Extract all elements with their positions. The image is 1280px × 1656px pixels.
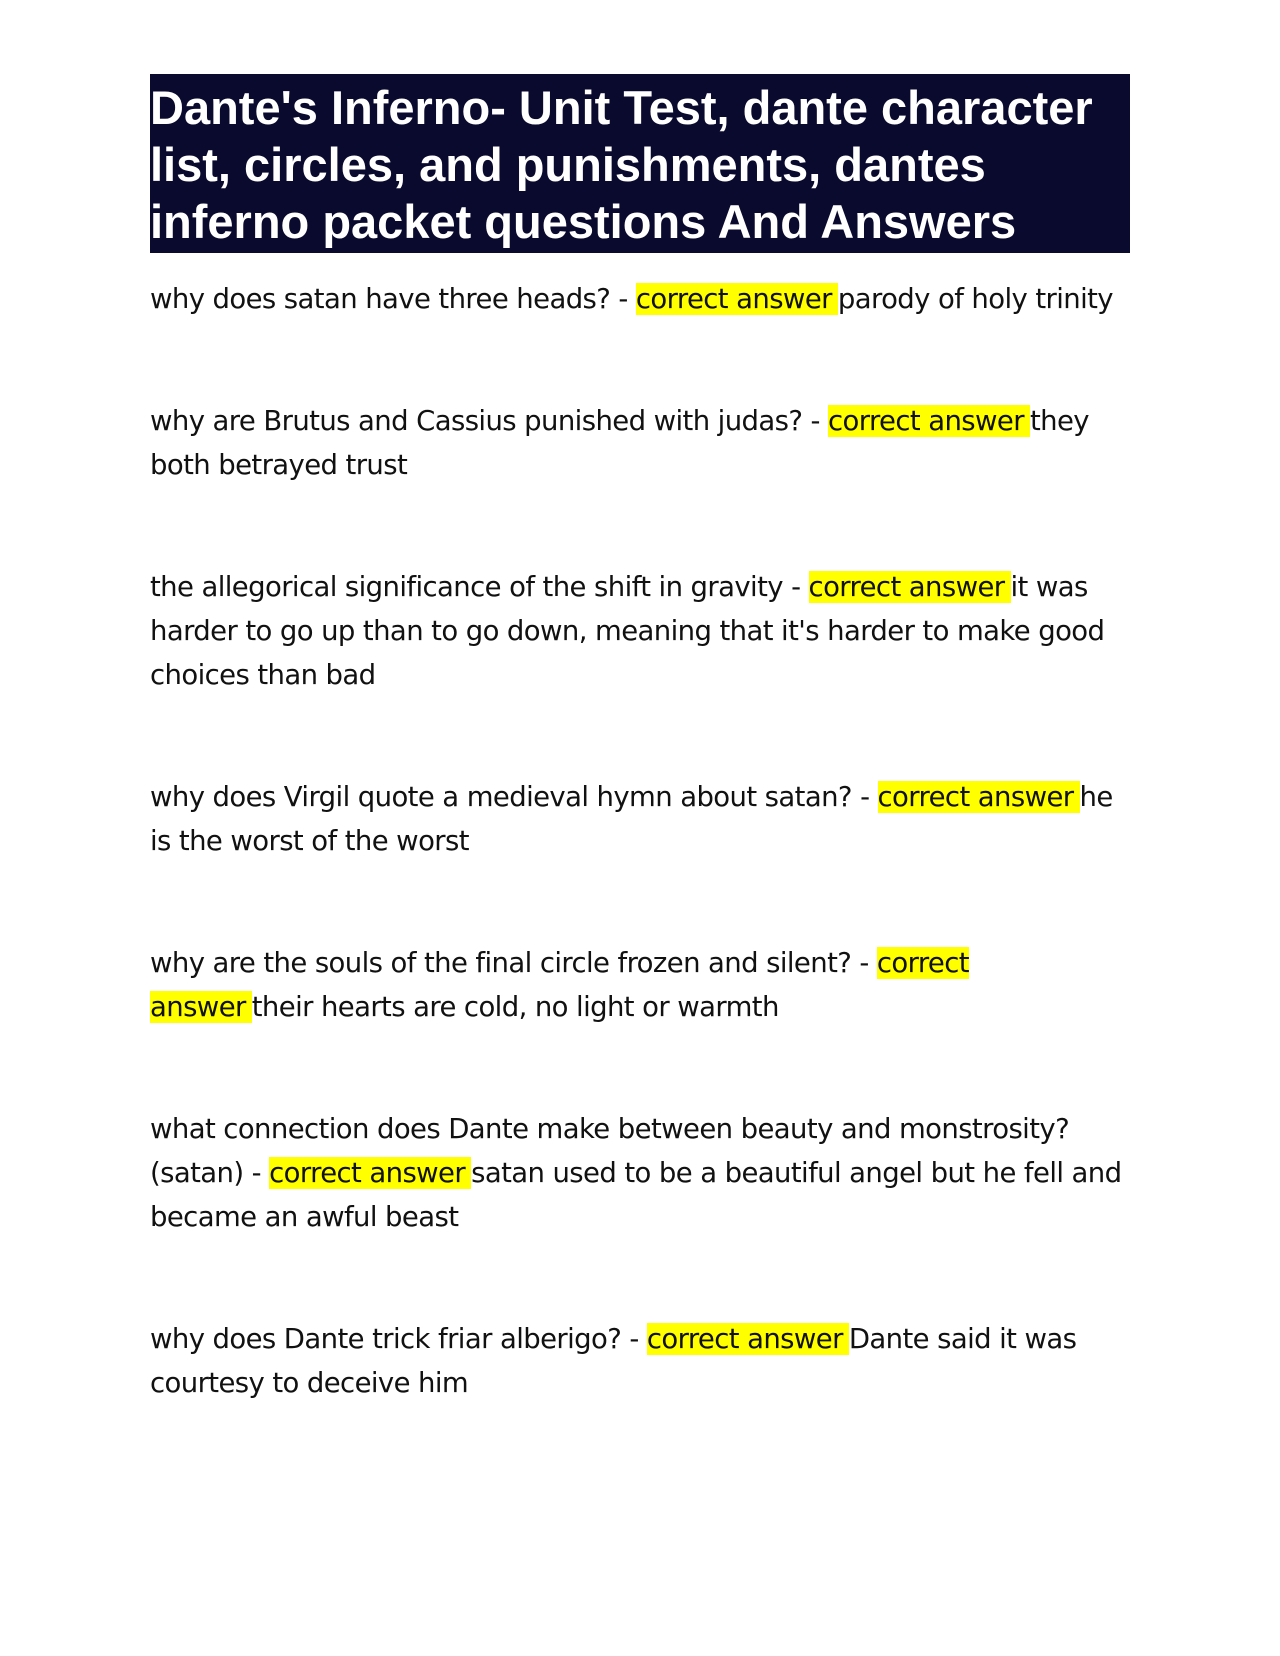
correct-answer-label: correct answer bbox=[828, 405, 1030, 437]
qa-answer: he is the worst of the worst bbox=[150, 781, 1113, 857]
qa-separator: - bbox=[851, 781, 878, 813]
qa-separator: - bbox=[243, 1157, 270, 1189]
qa-question: why are Brutus and Cassius punished with judas? bbox=[150, 405, 803, 437]
qa-question: why does Dante trick friar alberigo? bbox=[150, 1323, 622, 1355]
correct-answer-label: correct answer bbox=[647, 1323, 849, 1355]
qa-separator: - bbox=[782, 571, 809, 603]
qa-item bbox=[150, 775, 1130, 863]
qa-separator: - bbox=[851, 947, 877, 979]
correct-answer-label: correct answer bbox=[636, 283, 838, 315]
qa-item bbox=[150, 941, 1130, 1029]
qa-answer: satan used to be a beautiful angel but he fell and became an awful beast bbox=[150, 1157, 1122, 1233]
qa-list bbox=[150, 277, 1130, 1405]
qa-answer: Dante said it was courtesy to deceive him bbox=[150, 1323, 1077, 1399]
qa-separator: - bbox=[621, 1323, 647, 1355]
qa-item bbox=[150, 277, 1130, 321]
qa-question: what connection does Dante make between beauty and monstrosity? (satan) bbox=[150, 1113, 1070, 1189]
correct-answer-label: correct answer bbox=[150, 947, 969, 1023]
qa-question: why are the souls of the final circle frozen and silent? bbox=[150, 947, 852, 979]
qa-question: the allegorical significance of the shift in gravity bbox=[150, 571, 783, 603]
qa-answer: parody of holy trinity bbox=[837, 283, 1113, 315]
qa-answer: it was harder to go up than to go down, meaning that it's harder to make good choices than bad bbox=[150, 571, 1105, 691]
document-title: Dante's Inferno- Unit Test, dante character list, circles, and punishments, dantes inferno packet questions And Answers bbox=[150, 74, 1130, 253]
qa-item bbox=[150, 1107, 1130, 1239]
qa-item bbox=[150, 565, 1130, 697]
correct-answer-label: correct answer bbox=[269, 1157, 471, 1189]
correct-answer-label: correct answer bbox=[878, 781, 1080, 813]
qa-answer: their hearts are cold, no light or warmth bbox=[251, 991, 779, 1023]
qa-item bbox=[150, 1317, 1130, 1405]
qa-separator: - bbox=[610, 283, 636, 315]
qa-answer: they both betrayed trust bbox=[150, 405, 1089, 481]
qa-item bbox=[150, 399, 1130, 487]
correct-answer-label: correct answer bbox=[809, 571, 1011, 603]
document-page bbox=[150, 74, 1130, 1483]
qa-separator: - bbox=[802, 405, 828, 437]
qa-question: why does Virgil quote a medieval hymn about satan? bbox=[150, 781, 852, 813]
qa-question: why does satan have three heads? bbox=[150, 283, 611, 315]
